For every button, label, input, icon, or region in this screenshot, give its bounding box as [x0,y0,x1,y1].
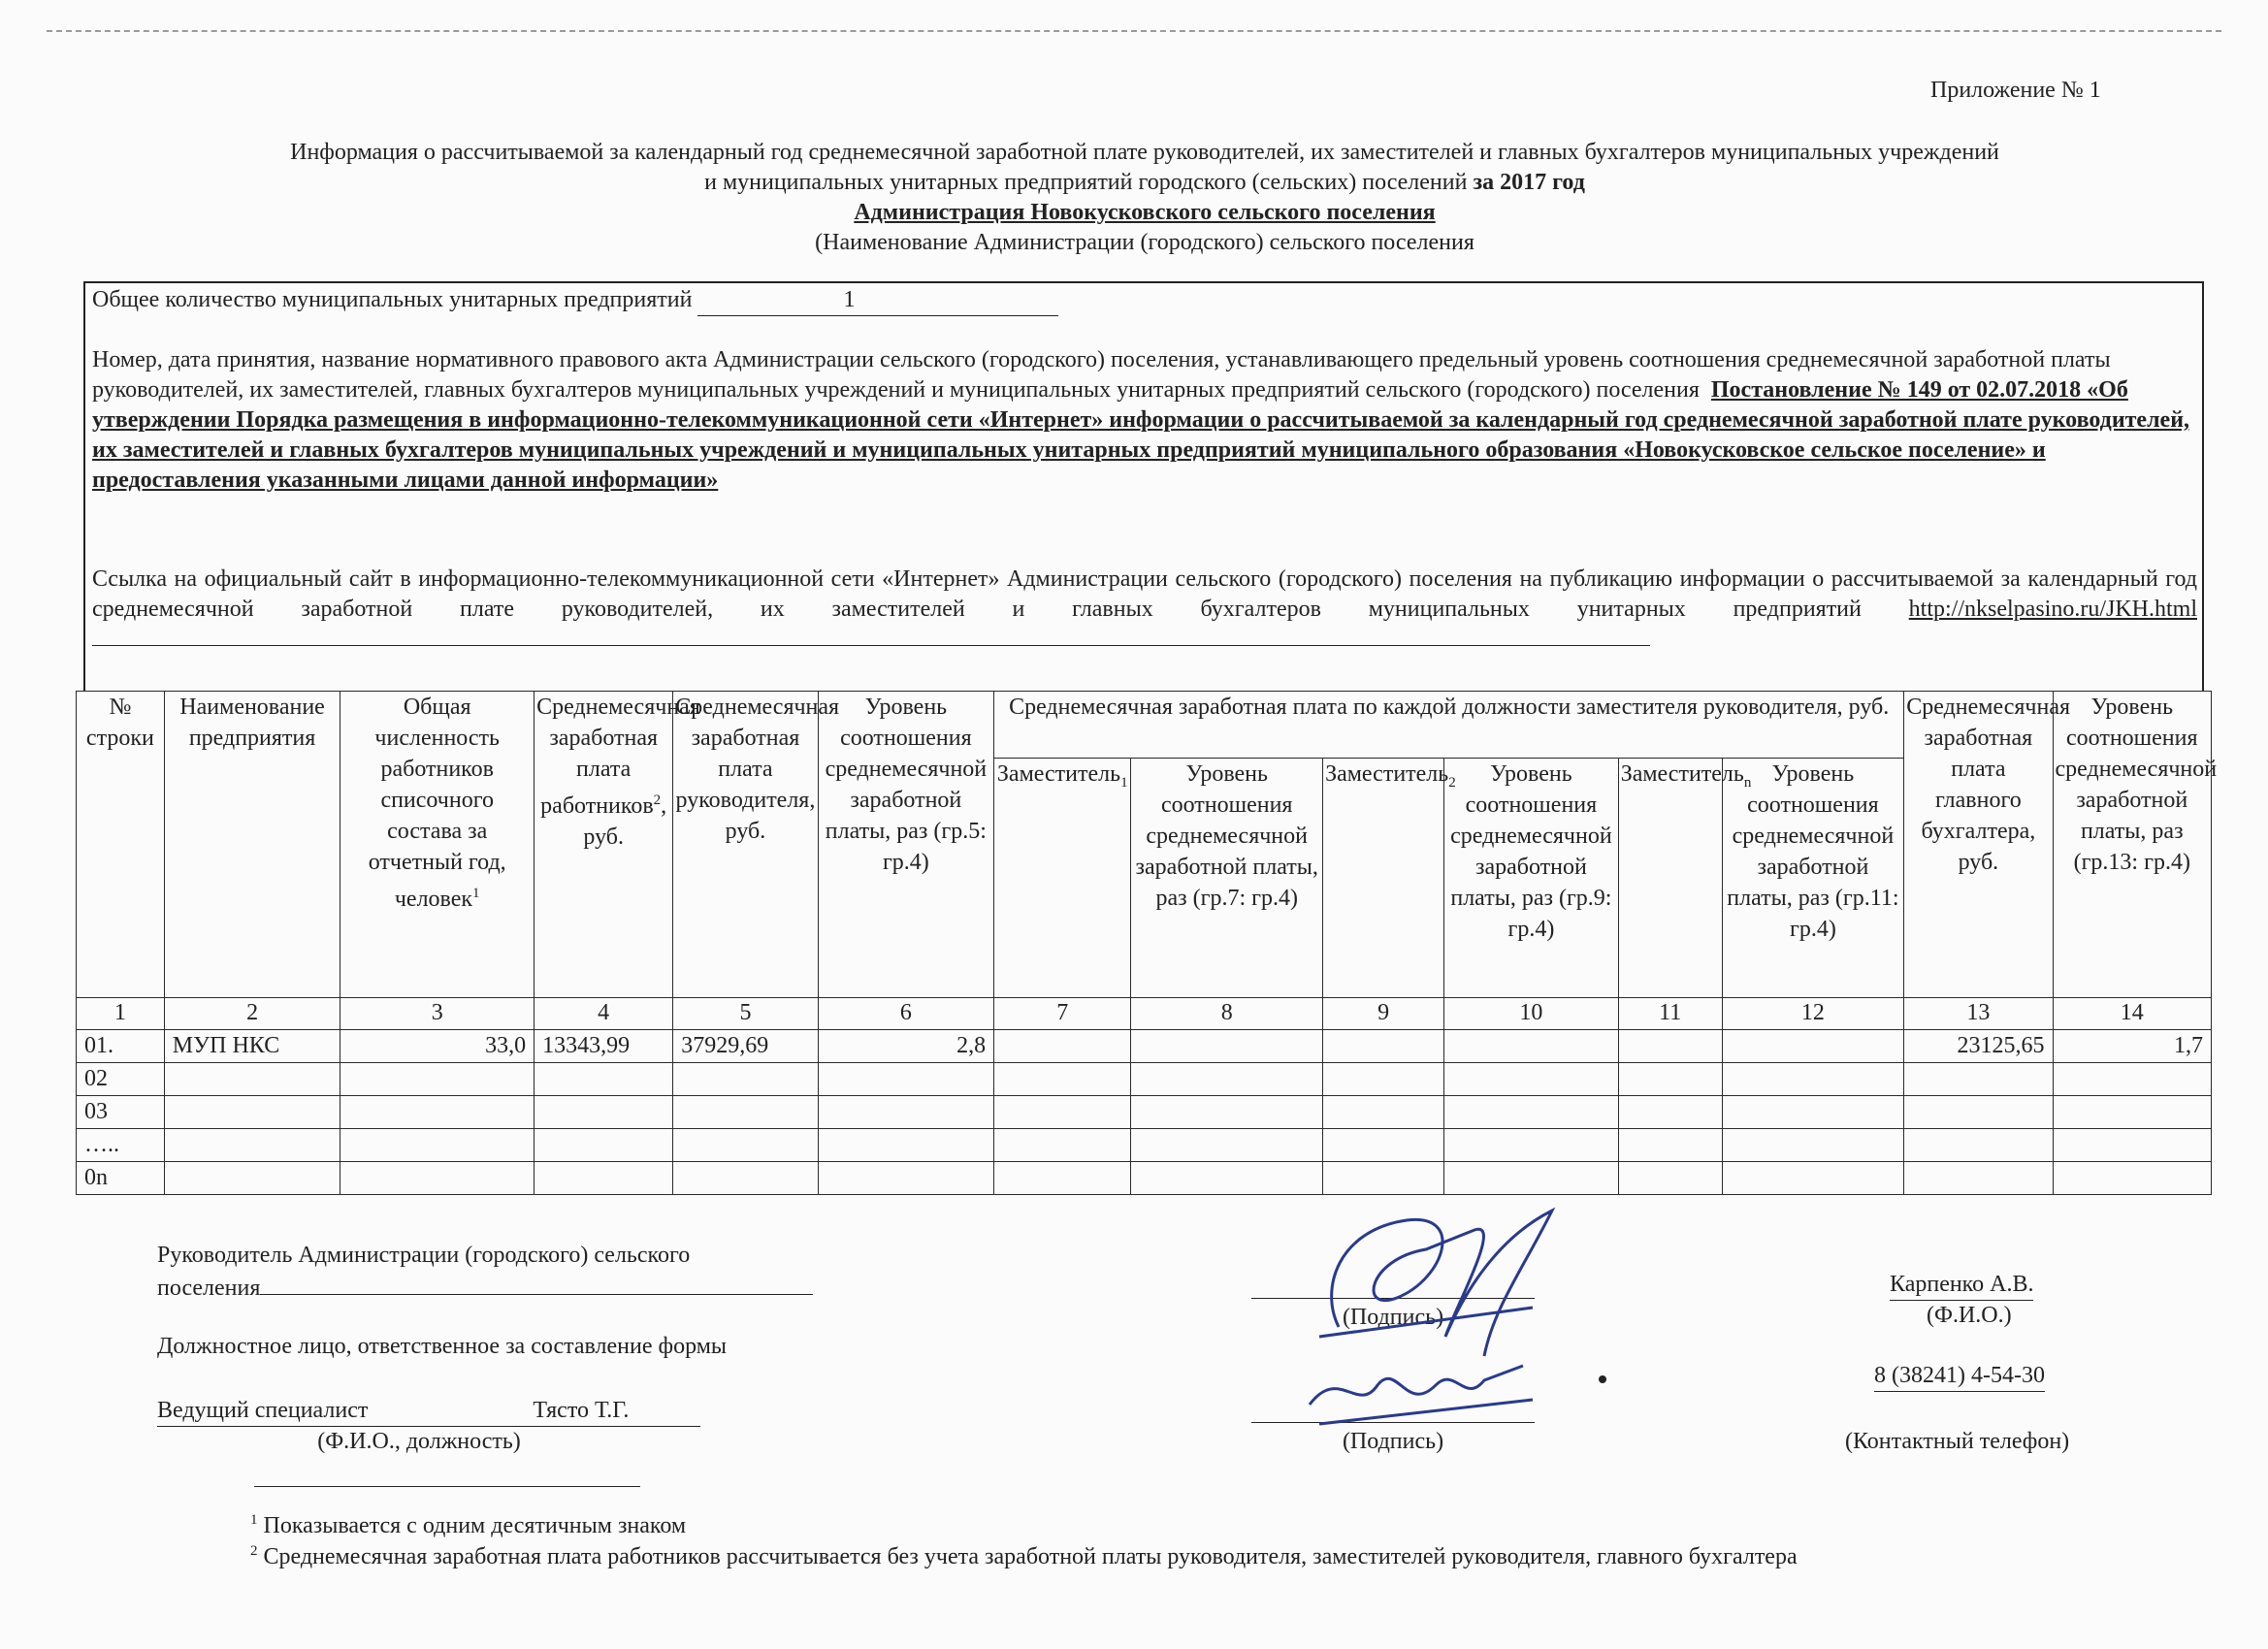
footnote-2-mark: 2 [250,1543,258,1559]
table-cell [673,1063,818,1096]
header-ratio-head: Уровень соотношения среднемесячной заработной платы, раз (гр.5: гр.4) [818,692,994,998]
ink-dot [1599,1375,1606,1383]
column-number: 5 [673,998,818,1030]
table-cell [1618,1129,1722,1162]
head-label-line-1: Руководитель Администрации (городского) сельского [157,1243,691,1268]
column-number: 10 [1444,998,1619,1030]
header-ratio-deputy-n: Уровень соотношения среднемесячной заработной платы, раз (гр.11: гр.4) [1722,759,1904,998]
footnote-2 [250,1536,1798,1571]
ratio-chief-accountant-cell: 1,7 [2053,1030,2211,1063]
table-cell [535,1129,673,1162]
head-signature-caption: (Подпись) [1342,1305,1444,1330]
enterprise-name-cell: МУП НКС [164,1030,340,1063]
table-cell [2053,1162,2211,1195]
footnote-1-mark: 1 [250,1512,258,1528]
row-number-cell: ….. [77,1129,165,1162]
table-cell [1131,1162,1323,1195]
table-cell [994,1063,1131,1096]
table-header-row [77,692,2212,759]
ratio-head-cell: 2,8 [818,1030,994,1063]
footnote-2-text: Среднемесячная заработная плата работников рассчитывается без учета заработной платы руководителя, заместителей руководителя, главного бухгалтера [263,1544,1798,1569]
header-avg-salary-chief-accountant: Среднемесячная заработная плата главного бухгалтера, руб. [1904,692,2053,998]
table-cell [1323,1030,1444,1063]
column-number: 11 [1618,998,1722,1030]
legal-act-text: Постановление № 149 от 02.07.2018 «Об утверждении Порядка размещения в информационно-телекоммуникационной сети «Интернет» информации о рассчитываемой за календарный год среднемесячной заработной плате руководителей, их заместителей и главных бухгалтеров муниципальных учреждений и муниципальных унитарных предприятий муниципального образования «Новокусковское сельское поселение» и предоставления указанными лицами данной информации» [92,377,2190,493]
table-cell [1904,1162,2053,1195]
header-ratio-deputy-2: Уровень соотношения среднемесячной заработной платы, раз (гр.9: гр.4) [1444,759,1619,998]
table-cell [2053,1129,2211,1162]
table-cell [164,1162,340,1195]
column-number: 12 [1722,998,1904,1030]
title-year: за 2017 год [1473,170,1585,195]
header-avg-salary-workers: Среднемесячная заработная плата работников$^2$, руб. [535,692,673,998]
column-number: 4 [535,998,673,1030]
table-cell [340,1096,535,1129]
row-number-cell: 02 [77,1063,165,1096]
head-name: Карпенко А.В. [1890,1269,2033,1301]
header-employee-count: Общая численность работников списочного состава за отчетный год, человек$^1$ [340,692,535,998]
table-cell [994,1129,1131,1162]
legal-act-block [92,345,2197,496]
head-label-text: поселения [157,1276,261,1301]
signature-image [1300,1356,1552,1434]
table-cell [1722,1030,1904,1063]
head-blank-line [260,1271,813,1295]
table-cell [1722,1096,1904,1129]
enterprise-count-row [92,285,2197,316]
column-number: 9 [1323,998,1444,1030]
table-cell [340,1162,535,1195]
fio-position-caption: (Ф.И.О., должность) [317,1429,521,1454]
column-number: 14 [2053,998,2211,1030]
column-number: 1 [77,998,165,1030]
signature-image [1280,1191,1591,1366]
footnote-1-text: Показывается с одним десятичным знаком [263,1513,687,1538]
header-deputy-n: Заместитель$_n$ [1618,759,1722,998]
table-cell [1131,1096,1323,1129]
column-number: 8 [1131,998,1323,1030]
avg-salary-workers-cell: 13343,99 [535,1030,673,1063]
table-row [77,1129,2212,1162]
table-cell [1131,1129,1323,1162]
table-cell [1444,1096,1619,1129]
table-cell [1904,1129,2053,1162]
table-cell [818,1129,994,1162]
row-number-cell: 03 [77,1096,165,1129]
table-cell [1131,1030,1323,1063]
phone-caption: (Контактный телефон) [1845,1429,2070,1454]
responsible-label: Должностное лицо, ответственное за составление формы [157,1334,728,1359]
header-enterprise-name: Наименование предприятия [164,692,340,998]
responsible-position-row [157,1395,700,1427]
table-row [77,1162,2212,1195]
table-cell [994,1162,1131,1195]
responsible-position: Ведущий специалист [157,1398,369,1423]
table-cell [340,1129,535,1162]
website-link-intro: Ссылка на официальный сайт в информационно-телекоммуникационной сети «Интернет» Администрации сельского (городского) поселения на публикацию информации о рассчитываемой за календарный год среднемесячной заработной плате руководителей, их заместителей и главных бухгалтеров муниципальных унитарных предприятий [92,566,2197,622]
table-cell [1323,1129,1444,1162]
table-cell [535,1162,673,1195]
table-cell [1323,1063,1444,1096]
table-cell [1444,1030,1619,1063]
column-number: 3 [340,998,535,1030]
legal-act-intro: Номер, дата принятия, название нормативного правового акта Администрации сельского (городского) поселения, устанавливающего предельный уровень соотношения среднемесячной заработной платы руководителей, их заместителей, главных бухгалтеров муниципальных учреждений и муниципальных унитарных предприятий сельского (городского) поселения [92,347,2111,403]
column-number-row [77,998,2212,1030]
table-cell [1904,1096,2053,1129]
title-line-1: Информация о рассчитываемой за календарный год среднемесячной заработной плате руководителей, их заместителей и главных бухгалтеров муниципальных учреждений [290,140,1999,165]
document-title [146,138,2144,258]
table-cell [818,1162,994,1195]
table-cell [673,1129,818,1162]
header-deputies-group: Среднемесячная заработная плата по каждой должности заместителя руководителя, руб. [994,692,1904,759]
head-fio-caption: (Ф.И.О.) [1927,1303,2012,1328]
table-cell [1618,1096,1722,1129]
table-cell [2053,1063,2211,1096]
website-link[interactable]: http://nkselpasino.ru/JKH.html [1908,597,2197,622]
header-ratio-deputy-1: Уровень соотношения среднемесячной заработной платы, раз (гр.7: гр.4) [1131,759,1323,998]
table-cell [673,1096,818,1129]
table-cell [164,1063,340,1096]
table-cell [673,1162,818,1195]
organization-name: Администрация Новокусковского сельского поселения [854,200,1436,225]
table-cell [1323,1096,1444,1129]
header-row-number: № строки [77,692,165,998]
column-number: 2 [164,998,340,1030]
table-cell [994,1096,1131,1129]
table-cell [1444,1162,1619,1195]
table-cell [1618,1162,1722,1195]
table-cell [1904,1063,2053,1096]
avg-salary-head-cell: 37929,69 [673,1030,818,1063]
header-ratio-chief-accountant: Уровень соотношения среднемесячной заработной платы, раз (гр.13: гр.4) [2053,692,2211,998]
enterprise-count-label: Общее количество муниципальных унитарных предприятий [92,287,693,312]
table-cell [1131,1063,1323,1096]
table-cell [1722,1129,1904,1162]
title-line-2 [146,168,2144,198]
header-deputy-2: Заместитель$_2$ [1323,759,1444,998]
appendix-number: Приложение № 1 [1930,78,2101,103]
column-number: 13 [1904,998,2053,1030]
top-dashed-rule [47,30,2221,32]
table-cell [164,1129,340,1162]
organization-caption: (Наименование Администрации (городского) сельского поселения [815,230,1474,255]
table-cell [1618,1030,1722,1063]
responsible-name: Тясто Т.Г. [533,1398,630,1423]
row-number-cell: 01. [77,1030,165,1063]
table-row [77,1096,2212,1129]
table-cell [1722,1162,1904,1195]
table-cell [1444,1129,1619,1162]
table-cell [535,1063,673,1096]
table-cell [2053,1096,2211,1129]
responsible-signature-caption: (Подпись) [1342,1429,1444,1454]
title-line-2-text: и муниципальных унитарных предприятий городского (сельских) поселений [704,170,1468,195]
header-avg-salary-head: Среднемесячная заработная плата руководителя, руб. [673,692,818,998]
avg-salary-chief-accountant-cell: 23125,65 [1904,1030,2053,1063]
salary-table [76,691,2218,1195]
table-row [77,1063,2212,1096]
table-cell [535,1096,673,1129]
head-label-line-2 [157,1271,813,1304]
table-cell [340,1063,535,1096]
table-cell [818,1063,994,1096]
table-cell [1323,1162,1444,1195]
table-cell [1618,1063,1722,1096]
website-link-block [92,565,2197,655]
table-cell [164,1096,340,1129]
enterprise-count-value: 1 [697,285,1058,316]
contact-phone: 8 (38241) 4-54-30 [1874,1360,2045,1392]
column-number: 6 [818,998,994,1030]
footnote-1 [250,1505,686,1540]
column-number: 7 [994,998,1131,1030]
table-cell [1722,1063,1904,1096]
footnote-separator [254,1486,640,1487]
header-deputy-1: Заместитель$_1$ [994,759,1131,998]
row-number-cell: 0n [77,1162,165,1195]
employee-count-cell: 33,0 [340,1030,535,1063]
table-cell [1444,1063,1619,1096]
table-cell [818,1096,994,1129]
website-link-underline [92,645,1650,646]
table-cell [994,1030,1131,1063]
table-row [77,1030,2212,1063]
